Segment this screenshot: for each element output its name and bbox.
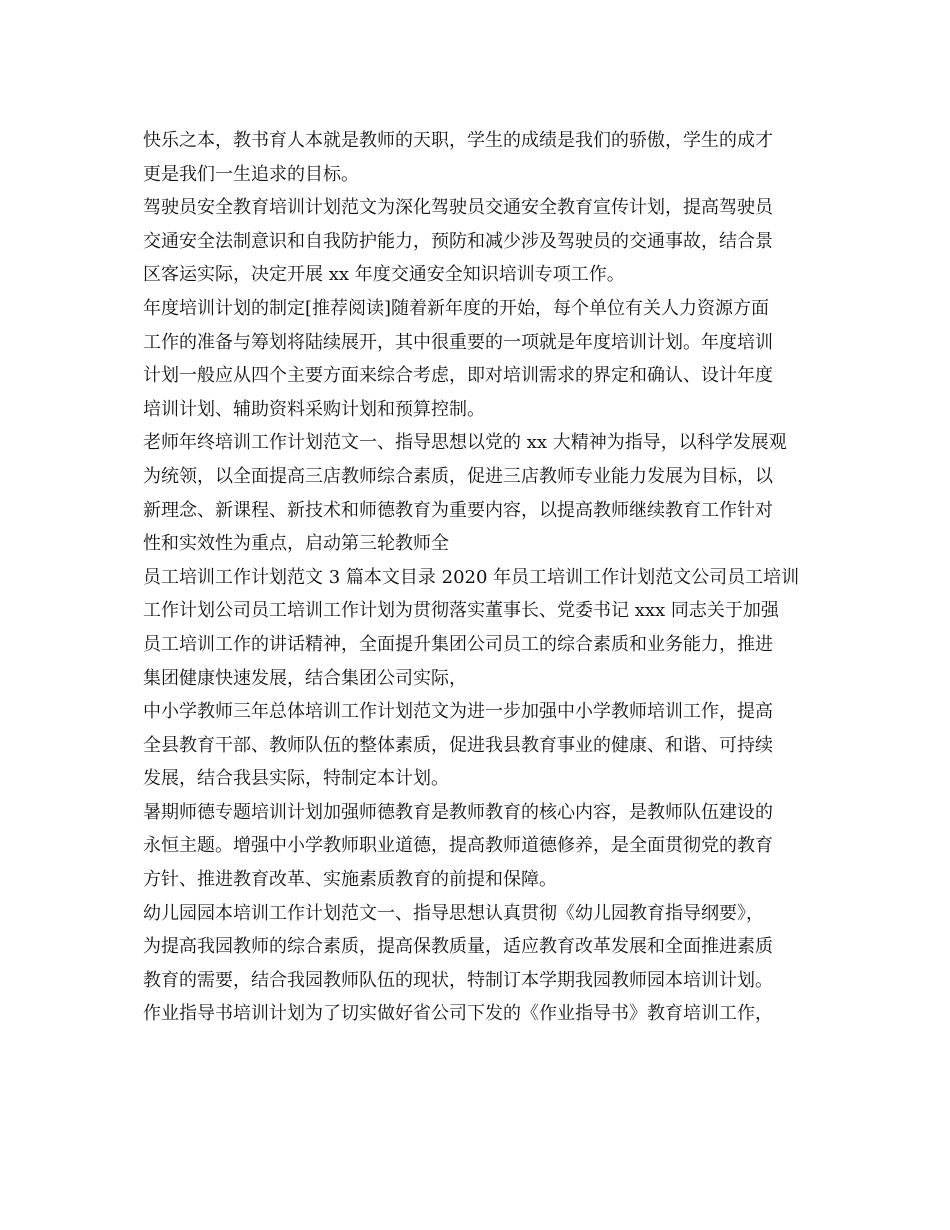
text-line: 全县教育干部、教师队伍的整体素质，促进我县教育事业的健康、和谐、可持续: [143, 734, 773, 756]
text-line: 驾驶员安全教育培训计划范文为深化驾驶员交通安全教育宣传计划，提高驾驶员: [143, 197, 773, 219]
text-line: 新理念、新课程、新技术和师德教育为重要内容，以提高教师继续教育工作针对: [143, 499, 773, 521]
text-line: 老师年终培训工作计划范文一、指导思想以党的 xx 大精神为指导，以科学发展观: [143, 432, 787, 454]
text-line: 中小学教师三年总体培训工作计划范文为进一步加强中小学教师培训工作，提高: [143, 701, 773, 723]
text-line: 性和实效性为重点，启动第三轮教师全: [143, 533, 449, 555]
text-line: 培训计划、辅助资料采购计划和预算控制。: [143, 398, 485, 420]
text-line: 更是我们一生追求的目标。: [143, 163, 359, 185]
text-line: 年度培训计划的制定[推荐阅读]随着新年度的开始，每个单位有关人力资源方面: [143, 297, 770, 319]
text-line: 员工培训工作计划范文 3 篇本文目录 2020 年员工培训工作计划范文公司员工培训: [143, 566, 800, 588]
text-line: 幼儿园园本培训工作计划范文一、指导思想认真贯彻《幼儿园教育指导纲要》，: [143, 902, 764, 924]
text-line: 快乐之本，教书育人本就是教师的天职，学生的成绩是我们的骄傲，学生的成才: [143, 130, 773, 151]
text-line: 暑期师德专题培训计划加强师德教育是教师教育的核心内容，是教师队伍建设的: [143, 801, 773, 823]
text-line: 为统领，以全面提高三店教师综合素质，促进三店教师专业能力发展为目标，以: [143, 465, 773, 487]
text-line: 为提高我园教师的综合素质，提高保教质量，适应教育改革发展和全面推进素质: [143, 936, 773, 958]
text-line: 方针、推进教育改革、实施素质教育的前提和保障。: [143, 869, 557, 891]
text-line: 工作的准备与筹划将陆续展开，其中很重要的一项就是年度培训计划。年度培训: [143, 331, 773, 353]
text-line: 员工培训工作的讲话精神，全面提升集团公司员工的综合素质和业务能力，推进: [143, 633, 773, 655]
text-line: 集团健康快速发展，结合集团公司实际，: [143, 667, 467, 689]
text-line: 计划一般应从四个主要方面来综合考虑，即对培训需求的界定和确认、设计年度: [143, 365, 773, 387]
text-line: 教育的需要，结合我园教师队伍的现状，特制订本学期我园教师园本培训计划。: [143, 969, 773, 991]
text-line: 作业指导书培训计划为了切实做好省公司下发的《作业指导书》教育培训工作，: [143, 1003, 773, 1025]
text-line: 永恒主题。增强中小学教师职业道德，提高教师道德修养，是全面贯彻党的教育: [143, 835, 773, 857]
document-body: [143, 124, 809, 1031]
text-line: 交通安全法制意识和自我防护能力，预防和减少涉及驾驶员的交通事故，结合景: [143, 230, 773, 252]
text-line: 发展，结合我县实际，特制定本计划。: [143, 768, 449, 790]
text-line: 工作计划公司员工培训工作计划为贯彻落实董事长、党委书记 xxx 同志关于加强: [143, 600, 779, 622]
text-line: 区客运实际，决定开展 xx 年度交通安全知识培训专项工作。: [143, 264, 625, 286]
